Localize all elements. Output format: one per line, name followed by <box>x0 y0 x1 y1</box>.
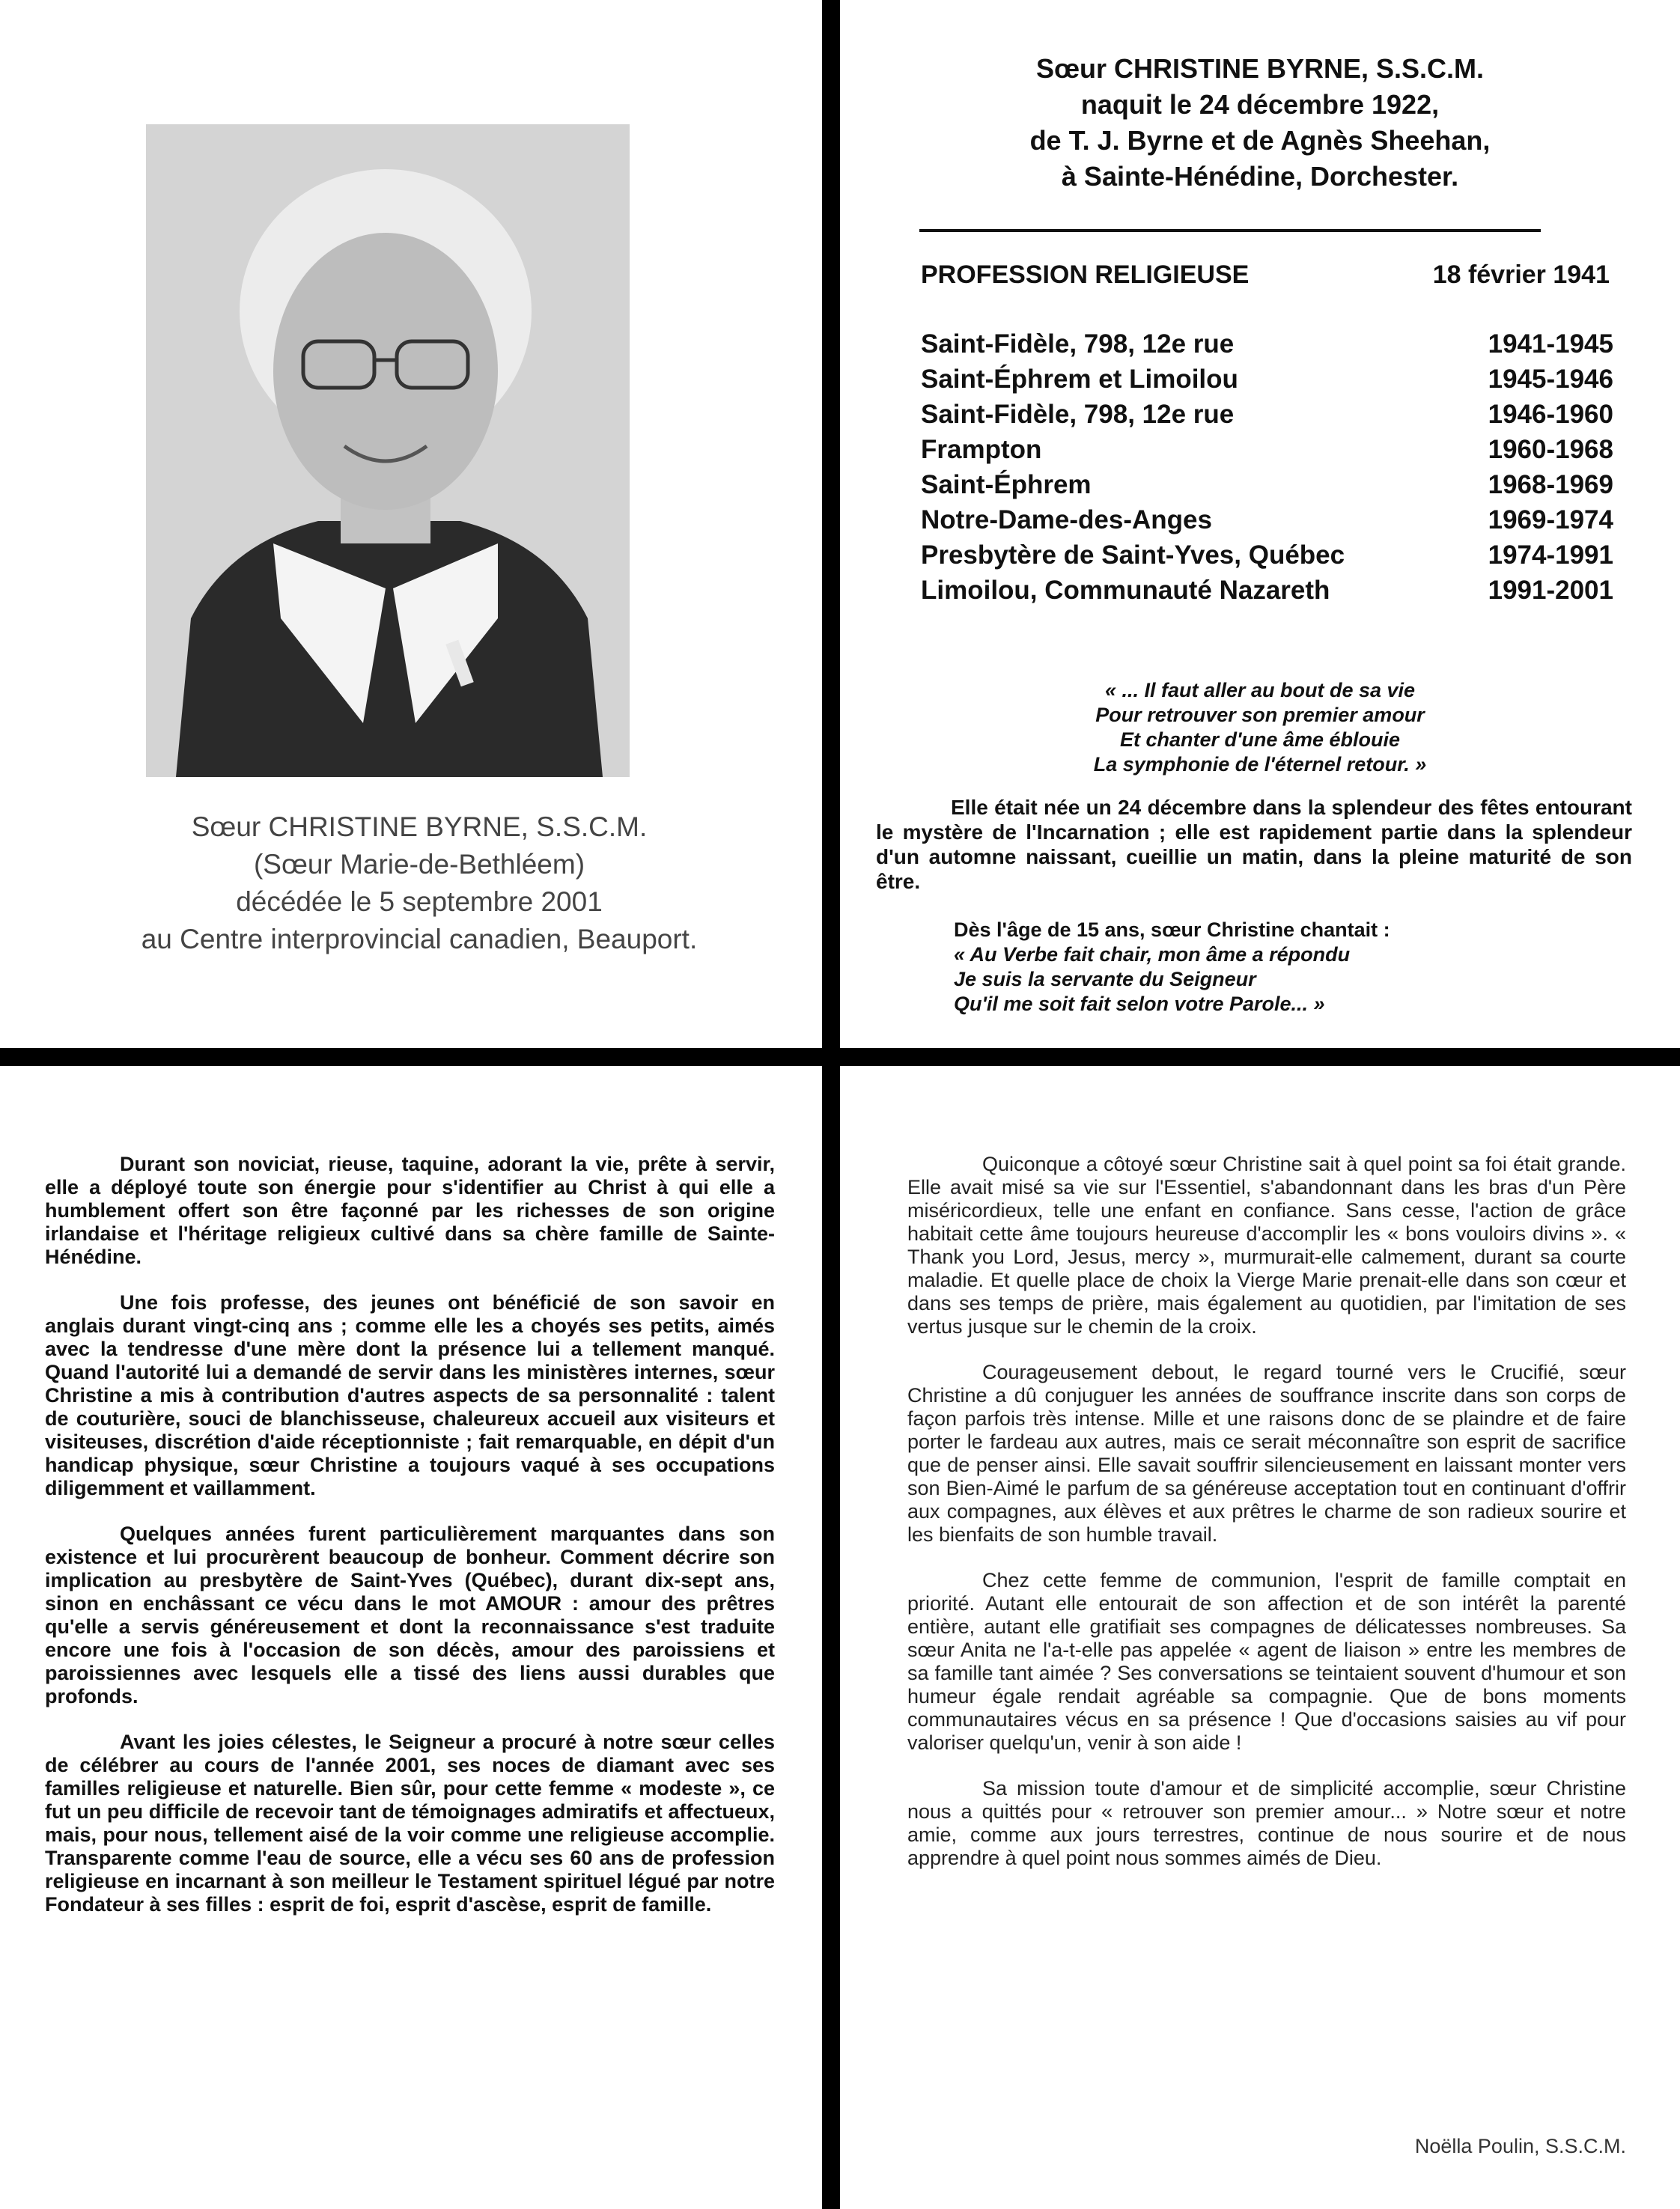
assignment-row <box>921 576 1613 611</box>
biography-panel <box>840 0 1680 1048</box>
tribute-panel-right <box>840 1066 1680 2209</box>
assignment-place: Frampton <box>921 435 1042 464</box>
poem-line: « ... Il faut aller au bout de sa vie <box>1104 679 1416 701</box>
assignment-place: Saint-Éphrem et Limoilou <box>921 365 1238 394</box>
assignment-row <box>921 365 1613 400</box>
chant-intro: Dès l'âge de 15 ans, sœur Christine chantait : <box>954 918 1390 941</box>
assignment-years: 1941-1945 <box>1488 329 1613 359</box>
assignment-place: Saint-Fidèle, 798, 12e rue <box>921 400 1235 429</box>
assignment-place: Saint-Fidèle, 798, 12e rue <box>921 329 1235 359</box>
assignment-years: 1960-1968 <box>1488 435 1613 464</box>
assignment-list <box>921 329 1613 611</box>
poem-line: La symphonie de l'éternel retour. » <box>1093 753 1427 776</box>
paragraph: Avant les joies célestes, le Seigneur a procuré à notre sœur celles de célébrer au cours de l'année 2001, ses noces de diamant avec ses familles religieuse et naturelle. Bien sûr, pour cette femme « modeste », ce fut un peu difficile de recevoir tant de témoignages admiratifs et affectueux, mais, pour nous, tellement aisé de la voir comme une religieuse accomplie. Transparente comme l'eau de source, elle a vécu ses 60 ans de profession religieuse en incarnant à son meilleur le Testament spirituel légué par notre Fondateur à ses filles : esprit de foi, esprit d'ascèse, esprit de famille. <box>45 1731 775 1916</box>
assignment-row <box>921 400 1613 435</box>
assignment-years: 1991-2001 <box>1488 576 1613 605</box>
assignment-place: Presbytère de Saint-Yves, Québec <box>921 540 1345 570</box>
assignment-row <box>921 470 1613 505</box>
chant-block <box>954 918 1390 1017</box>
chant-line: « Au Verbe fait chair, mon âme a répondu <box>954 943 1351 966</box>
tribute-text <box>907 1153 1626 1892</box>
assignment-row <box>921 435 1613 470</box>
assignment-years: 1969-1974 <box>1488 505 1613 534</box>
assignment-years: 1968-1969 <box>1488 470 1613 499</box>
assignment-years: 1974-1991 <box>1488 540 1613 570</box>
profession-date: 18 février 1941 <box>1432 260 1610 289</box>
paragraph: Courageusement debout, le regard tourné vers le Crucifié, sœur Christine a dû conjuguer les années de souffrance inscrite dans son corps de façon parfois très intense. Mille et une raisons donc de se plaindre et de faire porter le fardeau aux autres, mais ce serait méconnaître son esprit de sacrifice que de penser ainsi. Elle savait souffrir silencieusement en laissant monter vers son Bien-Aimé le parfum de sa généreuse acceptation tout en continuant d'offrir aux compagnes, aux élèves et aux prêtres le charme de son radieux sourire et les bienfaits de son humble travail. <box>907 1361 1626 1546</box>
profession-label: PROFESSION RELIGIEUSE <box>921 260 1250 289</box>
divider <box>919 229 1541 232</box>
paragraph: Quiconque a côtoyé sœur Christine sait à quel point sa foi était grande. Elle avait misé sa vie sur l'Essentiel, s'abandonnant dans les bras d'un Père miséricordieux, telle une enfant en confiance. Sans cesse, l'action de grâce habitait cette âme toujours heureuse d'accomplir les « bons vouloirs divins ». « Thank you Lord, Jesus, mercy », murmurait-elle calmement, durant sa courte maladie. Et quelle place de choix la Vierge Marie prenait-elle dans son cœur et dans ses temps de prière, mais également au quotidien, par l'imitation de ses vertus jusque sur le chemin de la croix. <box>907 1153 1626 1338</box>
biography-header <box>840 51 1680 195</box>
assignment-years: 1945-1946 <box>1488 365 1613 394</box>
photo-caption <box>45 808 794 958</box>
poem-line: Pour retrouver son premier amour <box>1095 704 1425 726</box>
signature: Noëlla Poulin, S.S.C.M. <box>1414 2135 1626 2157</box>
poem-line: Et chanter d'une âme éblouie <box>1119 728 1400 751</box>
paragraph: Durant son noviciat, rieuse, taquine, adorant la vie, prête à servir, elle a déployé toute son énergie pour s'identifier au Christ à qui elle a humblement offert son être façonné par les richesses de son origine irlandaise et l'héritage religieux cultivé dans sa chère famille de Sainte-Hénédine. <box>45 1153 775 1268</box>
tribute-panel-left <box>0 1066 822 2209</box>
caption-line: Sœur CHRISTINE BYRNE, S.S.C.M. <box>191 811 648 842</box>
assignment-place: Limoilou, Communauté Nazareth <box>921 576 1330 605</box>
assignment-years: 1946-1960 <box>1488 400 1613 429</box>
caption-line: décédée le 5 septembre 2001 <box>236 886 603 917</box>
paragraph: Sa mission toute d'amour et de simplicité accomplie, sœur Christine nous a quittés pour « retrouver son premier amour... » Notre sœur et notre amie, comme aux jours terrestres, continue de nous sourire et de nous apprendre à quel point nous sommes aimés de Dieu. <box>907 1777 1626 1869</box>
assignment-row <box>921 540 1613 576</box>
paragraph: Une fois professe, des jeunes ont bénéficié de son savoir en anglais durant vingt-cinq ans ; comme elle les a choyés ses petits, aimés avec la tendresse d'une mère dont la présence lui a tellement manqué. Quand l'autorité lui a demandé de servir dans les ministères internes, sœur Christine a mis à contribution d'autres aspects de sa personnalité : talent de couturière, souci de blanchisseuse, chaleureux accueil aux visiteurs et visiteuses, discrétion d'aide réceptionniste ; fait remarquable, en dépit d'un handicap physique, sœur Christine a toujours vaqué à ses occupations diligemment et vaillamment. <box>45 1291 775 1499</box>
assignment-place: Saint-Éphrem <box>921 470 1092 499</box>
poem-quote <box>840 678 1680 777</box>
assignment-row <box>921 329 1613 365</box>
paragraph: Chez cette femme de communion, l'esprit de famille comptait en priorité. Autant elle entourait de son affection et de son intérêt la parenté entière, autant elle gratifiait ses compagnes de délicatesses nombreuses. Sa sœur Anita ne l'a-t-elle pas appelée « agent de liaison » entre les membres de sa famille tant aimée ? Ses conversations se teintaient souvent d'humour et son humeur égale rendait agréable sa compagnie. Que de bons moments communautaires vécus en sa présence ! Que d'occasions saisies au vif pour valoriser quelqu'un, venir à son aide ! <box>907 1569 1626 1754</box>
assignment-place: Notre-Dame-des-Anges <box>921 505 1212 534</box>
photo-panel <box>0 0 822 1048</box>
portrait-photo <box>146 124 630 777</box>
portrait-illustration <box>146 124 630 777</box>
assignment-row <box>921 505 1613 540</box>
chant-line: Je suis la servante du Seigneur <box>954 968 1256 990</box>
intro-paragraph: Elle était née un 24 décembre dans la splendeur des fêtes entourant le mystère de l'Incarnation ; elle est rapidement partie dans la splendeur d'un automne naissant, cueillie un matin, dans la pleine maturité de son être. <box>876 796 1632 893</box>
header-line: naquit le 24 décembre 1922, <box>1080 89 1440 120</box>
header-line: à Sainte-Hénédine, Dorchester. <box>1061 161 1459 192</box>
paragraph: Quelques années furent particulièrement marquantes dans son existence et lui procurèrent beaucoup de bonheur. Comment décrire son implication au presbytère de Saint-Yves (Québec), durant dix-sept ans, sinon en enchâssant ce vécu dans le mot AMOUR : amour des prêtres qu'elle a servis généreusement et dont la reconnaissance s'est traduite encore une fois à l'occasion de son décès, amour des paroissiens et paroissiennes avec lesquels elle a tissé des liens aussi durables que profonds. <box>45 1523 775 1707</box>
header-line: de T. J. Byrne et de Agnès Sheehan, <box>1029 125 1491 156</box>
caption-line: au Centre interprovincial canadien, Beauport. <box>141 924 698 954</box>
tribute-text <box>45 1153 775 1939</box>
caption-line: (Sœur Marie-de-Bethléem) <box>253 849 585 880</box>
chant-line: Qu'il me soit fait selon votre Parole... » <box>954 993 1325 1015</box>
header-line: Sœur CHRISTINE BYRNE, S.S.C.M. <box>1035 53 1485 84</box>
